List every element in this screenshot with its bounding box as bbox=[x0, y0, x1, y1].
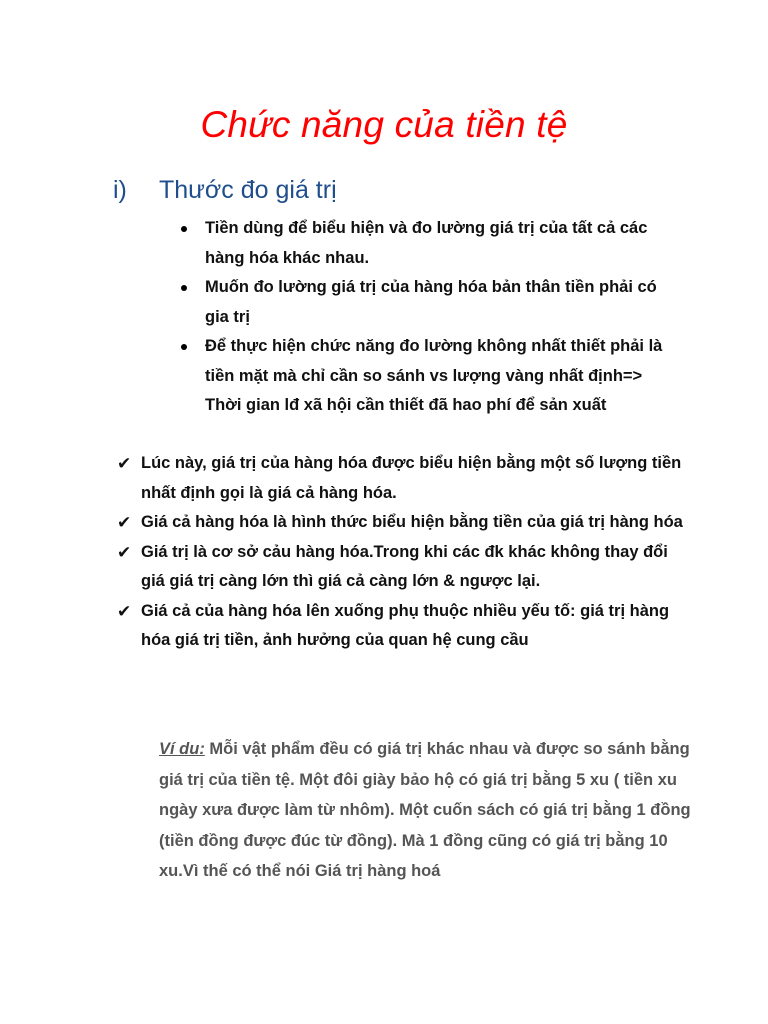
check-text: Giá cả hàng hóa là hình thức biểu hiện bằng tiền của giá trị hàng hóa bbox=[141, 513, 683, 531]
bullet-dot-icon bbox=[181, 285, 187, 291]
list-item bbox=[117, 508, 687, 538]
check-text: Lúc này, giá trị của hàng hóa được biểu hiện bằng một số lượng tiền nhất định gọi là giá cả hàng hóa. bbox=[141, 454, 682, 502]
checkmark-icon: ✔ bbox=[117, 513, 132, 532]
bullet-dot-icon bbox=[181, 226, 187, 232]
check-text: Giá cả của hàng hóa lên xuống phụ thuộc nhiều yếu tố: giá trị hàng hóa giá trị tiền, ảnh hưởng của quan hệ cung cầu bbox=[141, 601, 670, 649]
section-number: i) bbox=[113, 176, 127, 204]
list-item bbox=[117, 449, 687, 508]
bullet-text: Tiền dùng để biểu hiện và đo lường giá trị của tất cả các hàng hóa khác nhau. bbox=[205, 219, 648, 267]
bullet-text: Để thực hiện chức năng đo lường không nhất thiết phải là tiền mặt mà chỉ cần so sánh vs lượng vàng nhất định=> Thời gian lđ xã hội cần thiết đã hao phí để sản xuất bbox=[205, 337, 663, 414]
list-item bbox=[178, 214, 678, 273]
bullet-list bbox=[178, 214, 678, 421]
checkmark-icon: ✔ bbox=[117, 542, 132, 562]
bullet-dot-icon bbox=[181, 344, 187, 350]
page-title: Chức năng của tiền tệ bbox=[200, 104, 568, 145]
section-heading bbox=[113, 172, 337, 208]
list-item bbox=[178, 273, 678, 332]
check-text: Giá trị là cơ sở cảu hàng hóa.Trong khi các đk khác không thay đổi giá giá trị càng lớn thì giá cả càng lớn & ngược lại. bbox=[141, 542, 668, 590]
section-heading-text: Thước đo giá trị bbox=[159, 176, 337, 204]
example-label: Ví du: bbox=[159, 740, 205, 758]
example-paragraph bbox=[159, 734, 699, 887]
list-item bbox=[117, 597, 687, 656]
bullet-text: Muốn đo lường giá trị của hàng hóa bản thân tiền phải có gia trị bbox=[205, 278, 657, 326]
checkmark-icon: ✔ bbox=[117, 601, 132, 621]
list-item bbox=[117, 538, 687, 597]
checkmark-icon: ✔ bbox=[117, 454, 132, 473]
list-item bbox=[178, 332, 678, 421]
example-text: Mỗi vật phẩm đều có giá trị khác nhau và được so sánh bằng giá trị của tiền tệ. Một đôi giày bảo hộ có giá trị bằng 5 xu ( tiền xu ngày xưa được làm từ nhôm). Một cuốn sách có giá trị bằng 1 đồng (tiền đồng được đúc từ đồng). Mà 1 đồng cũng có giá trị bằng 10 xu.Vì thế có thể nói Giá trị hàng hoá bbox=[159, 740, 691, 880]
check-list bbox=[117, 449, 687, 656]
